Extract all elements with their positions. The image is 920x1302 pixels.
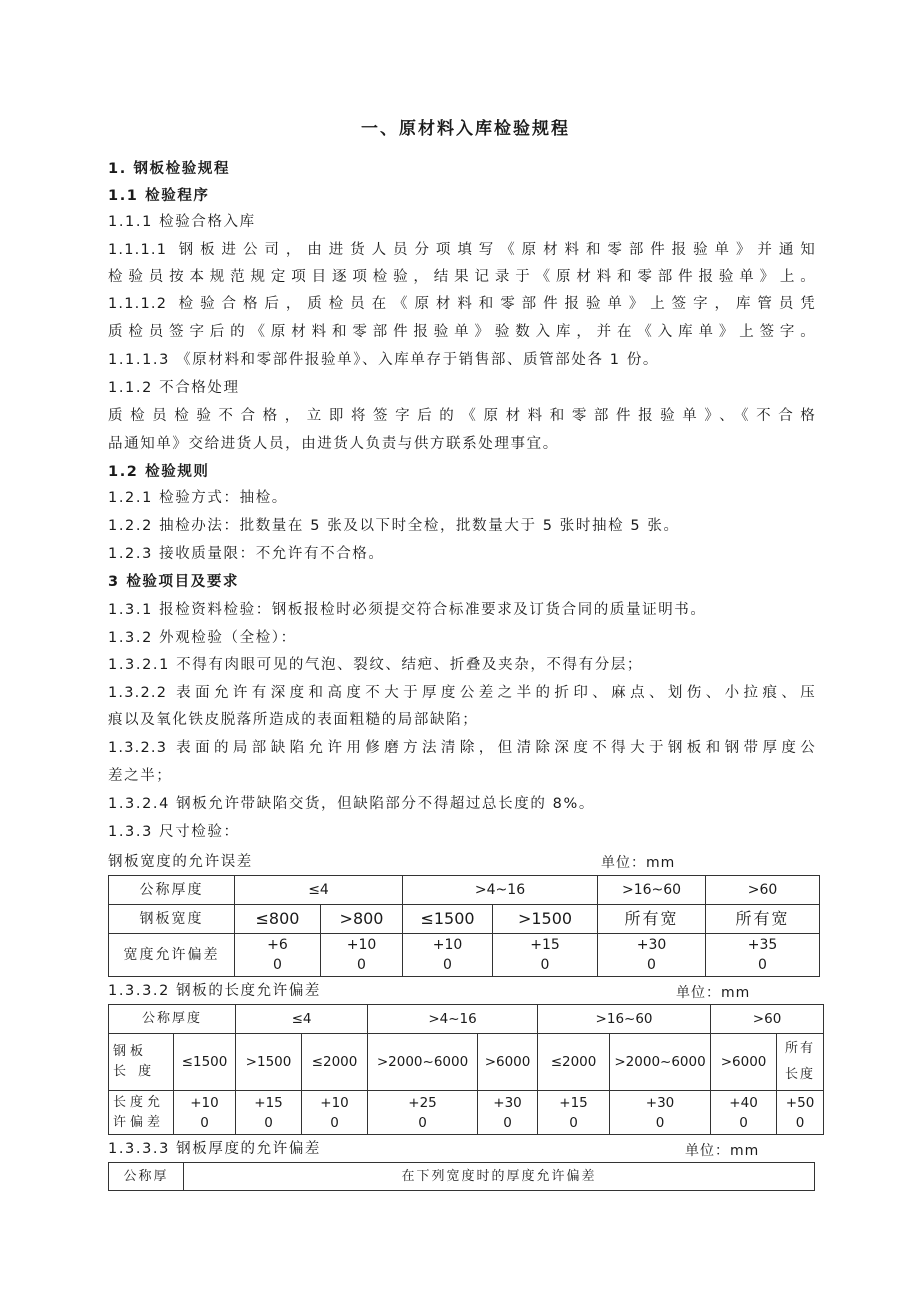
header-cell: 公称厚 (109, 1163, 184, 1191)
row-label-cell (109, 1034, 174, 1091)
paragraph-line: 1.1.2 不合格处理 (108, 380, 240, 396)
thickness-group-cell: >4~16 (403, 876, 598, 905)
upper-value: +30 (636, 937, 667, 953)
paragraph-line: 1.1.1.1 钢板进公司，由进货人员分项填写《原材料和零部件报验单》并通知 (108, 242, 816, 258)
length-cell: >2000~6000 (610, 1034, 711, 1091)
deviation-cell (302, 1091, 368, 1135)
thickness-group-cell: ≤4 (236, 1005, 368, 1034)
label-line: 所有 (785, 1041, 816, 1056)
paragraph-line: 1.2.3 接收质量限：不允许有不合格。 (108, 546, 385, 562)
paragraph-line: 1.1.1.3 《原材料和零部件报验单》、入库单存于销售部、质管部处各 1 份。 (108, 352, 660, 368)
paragraph-line: 1.3.1 报检资料检验：钢板报检时必须提交符合标准要求及订货合同的质量证明书。 (108, 602, 707, 618)
upper-value: +10 (320, 1094, 349, 1111)
lower-value: 0 (357, 957, 366, 973)
document-title: 一、原材料入库检验规程 (361, 119, 570, 139)
width-tolerance-table (108, 875, 820, 977)
lower-value: 0 (758, 957, 767, 973)
deviation-cell (711, 1091, 777, 1135)
width-table-unit: 单位：mm (601, 855, 676, 871)
deviation-cell (478, 1091, 538, 1135)
section-heading: 1.1 检验程序 (108, 188, 210, 204)
lower-value: 0 (647, 957, 656, 973)
label-line: 许偏差 (113, 1114, 165, 1130)
paragraph-line: 1.1.1.2 检验合格后，质检员在《原材料和零部件报验单》上签字，库管员凭 (108, 296, 816, 312)
deviation-cell (706, 934, 820, 977)
label-line: 钢板 (113, 1044, 148, 1059)
lower-value: 0 (264, 1114, 273, 1131)
length-cell: ≤1500 (174, 1034, 236, 1091)
width-cell: ≤1500 (403, 905, 493, 934)
width-table-caption: 钢板宽度的允许误差 (108, 854, 253, 870)
length-tolerance-table (108, 1004, 824, 1135)
paragraph-line: 1.3.2.2 表面允许有深度和高度不大于厚度公差之半的折印、麻点、划伤、小拉痕、压 (108, 685, 816, 701)
length-cell: >6000 (711, 1034, 777, 1091)
table-row (109, 934, 820, 977)
upper-value: +15 (559, 1094, 588, 1111)
table-row (109, 876, 820, 905)
section-heading: 1. 钢板检验规程 (108, 161, 231, 177)
thickness-table-unit: 单位：mm (685, 1143, 760, 1159)
paragraph-line: 1.2.2 抽检办法：批数量在 5 张及以下时全检，批数量大于 5 张时抽检 5 张。 (108, 518, 680, 534)
paragraph-line: 1.3.2 外观检验（全检）： (108, 630, 297, 646)
upper-value: +50 (785, 1094, 815, 1111)
deviation-cell (174, 1091, 236, 1135)
lower-value: 0 (540, 957, 550, 973)
length-cell: >1500 (236, 1034, 302, 1091)
thickness-table-caption: 1.3.3.3 钢板厚度的允许偏差 (108, 1141, 322, 1157)
table-row (109, 905, 820, 934)
thickness-tolerance-table (108, 1162, 815, 1191)
thickness-group-cell: >16~60 (598, 876, 706, 905)
upper-value: +30 (645, 1094, 675, 1111)
deviation-cell (368, 1091, 478, 1135)
deviation-cell (493, 934, 598, 977)
paragraph-line: 1.3.2.1 不得有肉眼可见的气泡、裂纹、结疤、折叠及夹杂，不得有分层； (108, 657, 644, 673)
paragraph-line: 差之半； (108, 768, 173, 784)
paragraph-line: 1.3.3 尺寸检验： (108, 824, 240, 840)
width-cell: >800 (321, 905, 403, 934)
length-cell: >2000~6000 (368, 1034, 478, 1091)
length-cell (777, 1034, 824, 1091)
upper-value: +10 (190, 1094, 219, 1111)
width-cell: ≤800 (235, 905, 321, 934)
section-heading: 1.2 检验规则 (108, 464, 210, 480)
thickness-group-cell: >4~16 (368, 1005, 538, 1034)
upper-value: +30 (493, 1094, 522, 1111)
deviation-cell (236, 1091, 302, 1135)
lower-value: 0 (655, 1114, 665, 1131)
length-cell: ≤2000 (538, 1034, 610, 1091)
lower-value: 0 (503, 1114, 512, 1131)
length-cell: ≤2000 (302, 1034, 368, 1091)
section-heading: 3 检验项目及要求 (108, 574, 240, 590)
upper-value: +25 (408, 1094, 437, 1111)
deviation-cell (610, 1091, 711, 1135)
row-label-cell (109, 1091, 174, 1135)
lower-value: 0 (739, 1114, 748, 1131)
width-cell: 所有宽 (598, 905, 706, 934)
length-table-caption: 1.3.3.2 钢板的长度允许偏差 (108, 983, 322, 999)
upper-value: +10 (432, 937, 463, 953)
thickness-group-cell: >60 (711, 1005, 824, 1034)
row-label-cell: 宽度允许偏差 (109, 934, 235, 977)
lower-value: 0 (795, 1114, 805, 1131)
paragraph-line: 检验员按本规范规定项目逐项检验，结果记录于《原材料和零部件报验单》上。 (108, 269, 816, 285)
paragraph-line: 品通知单》交给进货人员，由进货人负责与供方联系处理事宜。 (108, 436, 559, 452)
table-row (109, 1034, 824, 1091)
length-cell: >6000 (478, 1034, 538, 1091)
deviation-cell (777, 1091, 824, 1135)
thickness-group-cell: >16~60 (538, 1005, 711, 1034)
width-cell: >1500 (493, 905, 598, 934)
table-row (109, 1005, 824, 1034)
lower-value: 0 (330, 1114, 339, 1131)
paragraph-line: 1.1.1 检验合格入库 (108, 214, 256, 230)
label-line: 长 度 (113, 1064, 156, 1079)
header-span-cell: 在下列宽度时的厚度允许偏差 (184, 1163, 815, 1191)
row-label-cell: 钢板宽度 (109, 905, 235, 934)
paragraph-line: 1.3.2.3 表面的局部缺陷允许用修磨方法清除，但清除深度不得大于钢板和钢带厚度公 (108, 740, 816, 756)
label-line: 长度 (785, 1067, 816, 1082)
label-line: 长度允 (113, 1094, 165, 1110)
paragraph-line: 1.2.1 检验方式：抽检。 (108, 490, 288, 506)
upper-value: +40 (729, 1094, 758, 1111)
lower-value: 0 (418, 1114, 427, 1131)
lower-value: 0 (569, 1114, 578, 1131)
paragraph-line: 痕以及氧化铁皮脱落所造成的表面粗糙的局部缺陷； (108, 712, 479, 728)
lower-value: 0 (273, 957, 282, 973)
thickness-group-cell: >60 (706, 876, 820, 905)
deviation-cell (235, 934, 321, 977)
table-row (109, 1163, 815, 1191)
lower-value: 0 (443, 957, 452, 973)
upper-value: +35 (747, 937, 778, 953)
deviation-cell (321, 934, 403, 977)
paragraph-line: 质检员签字后的《原材料和零部件报验单》验数入库，并在《入库单》上签字。 (108, 324, 816, 340)
deviation-cell (403, 934, 493, 977)
width-cell: 所有宽 (706, 905, 820, 934)
paragraph-line: 质检员检验不合格，立即将签字后的《原材料和零部件报验单》、《不合格 (108, 408, 816, 424)
header-cell: 公称厚度 (109, 876, 235, 905)
upper-value: +15 (530, 937, 560, 953)
thickness-group-cell: ≤4 (235, 876, 403, 905)
paragraph-line: 1.3.2.4 钢板允许带缺陷交货，但缺陷部分不得超过总长度的 8%。 (108, 796, 595, 812)
lower-value: 0 (200, 1114, 209, 1131)
deviation-cell (598, 934, 706, 977)
table-row (109, 1091, 824, 1135)
upper-value: +15 (254, 1094, 283, 1111)
length-table-unit: 单位：mm (676, 985, 751, 1001)
header-cell: 公称厚度 (109, 1005, 236, 1034)
upper-value: +10 (346, 937, 377, 953)
upper-value: +6 (267, 937, 288, 953)
deviation-cell (538, 1091, 610, 1135)
